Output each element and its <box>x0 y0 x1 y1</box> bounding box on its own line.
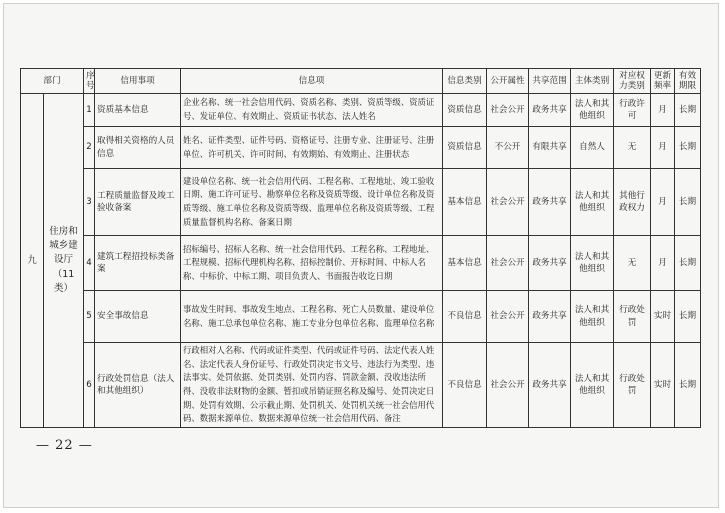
table-row <box>21 291 701 343</box>
row-item: 取得相关资格的人员信息 <box>95 127 181 169</box>
table-row <box>21 236 701 291</box>
row-category: 不良信息 <box>443 291 487 343</box>
header-category: 信息类别 <box>443 69 487 94</box>
row-freq: 月 <box>651 236 675 291</box>
table-row <box>21 94 701 127</box>
row-share: 政务共享 <box>529 169 571 236</box>
row-power: 行政处罚 <box>614 291 651 343</box>
header-seq: 序号 <box>84 69 95 94</box>
row-valid: 长期 <box>675 343 701 428</box>
row-public: 社会公开 <box>487 236 529 291</box>
row-public: 社会公开 <box>487 291 529 343</box>
row-subject: 法人和其他组织 <box>571 169 614 236</box>
row-info: 事故发生时间、事故发生地点、工程名称、死亡人员数量、建设单位名称、施工总承包单位名称、施工专业分包单位名称、监理单位名称 <box>181 291 443 343</box>
row-seq: 3 <box>84 169 95 236</box>
row-public: 社会公开 <box>487 343 529 428</box>
row-seq: 5 <box>84 291 95 343</box>
header-info: 信息项 <box>181 69 443 94</box>
header-item: 信用事项 <box>95 69 181 94</box>
row-info: 招标编号、招标人名称、统一社会信用代码、工程名称、工程地址、工程规模、招标代理机构名称、招标控制价、开标时间、中标人名称、中标价、中标工期、项目负责人、书面报告收讫日期 <box>181 236 443 291</box>
header-valid: 有效期限 <box>675 69 701 94</box>
row-freq: 月 <box>651 94 675 127</box>
row-freq: 月 <box>651 169 675 236</box>
row-item: 建筑工程招投标类备案 <box>95 236 181 291</box>
row-valid: 长期 <box>675 94 701 127</box>
row-info: 企业名称、统一社会信用代码、资质名称、类别、资质等级、资质证号、发证单位、有效期止、资质证书状态、法人姓名 <box>181 94 443 127</box>
row-item: 工程质量监督及竣工验收备案 <box>95 169 181 236</box>
row-share: 政务共享 <box>529 343 571 428</box>
section-number: 九 <box>21 94 44 428</box>
credit-catalog-table <box>20 68 701 428</box>
row-item: 行政处罚信息（法人和其他组织） <box>95 343 181 428</box>
row-category: 资质信息 <box>443 127 487 169</box>
row-public: 社会公开 <box>487 94 529 127</box>
row-category: 基本信息 <box>443 236 487 291</box>
row-seq: 1 <box>84 94 95 127</box>
row-category: 不良信息 <box>443 343 487 428</box>
row-subject: 法人和其他组织 <box>571 291 614 343</box>
row-share: 政务共享 <box>529 236 571 291</box>
row-subject: 自然人 <box>571 127 614 169</box>
row-share: 有限共享 <box>529 127 571 169</box>
table-row <box>21 169 701 236</box>
page-number: — 22 — <box>36 438 93 453</box>
row-item: 安全事故信息 <box>95 291 181 343</box>
row-info: 行政相对人名称、代码或证件类型、代码或证件号码、法定代表人姓名、法定代表人身份证号、行政处罚决定书文号、违法行为类型、违法事实、处罚依据、处罚类别、处罚内容、罚款金额、没收违法所得、没收非法财物的金额、暂扣或吊销证照名称及编号、处罚决定日期、处罚有效期、公示截止期、处罚机关、处罚机关统一社会信用代码、数据来源单位、数据来源单位统一社会信用代码、备注 <box>181 343 443 428</box>
row-info: 建设单位名称、统一社会信用代码、工程名称、工程地址、竣工验收日期、施工许可证号、勘察单位名称及资质等级、设计单位名称及资质等级、施工单位名称及资质等级、监理单位名称及资质等级、工程质量监督机构名称、备案日期 <box>181 169 443 236</box>
table-row <box>21 127 701 169</box>
row-power: 行政处罚 <box>614 343 651 428</box>
row-valid: 长期 <box>675 127 701 169</box>
row-seq: 2 <box>84 127 95 169</box>
table-header-row <box>21 69 701 94</box>
row-power: 无 <box>614 127 651 169</box>
header-share: 共享范围 <box>529 69 571 94</box>
row-seq: 4 <box>84 236 95 291</box>
table-row <box>21 343 701 428</box>
row-subject: 法人和其他组织 <box>571 94 614 127</box>
department-name: 住房和城乡建设厅（11类） <box>44 94 84 428</box>
row-power: 其他行政权力 <box>614 169 651 236</box>
row-seq: 6 <box>84 343 95 428</box>
row-valid: 长期 <box>675 169 701 236</box>
row-power: 行政许可 <box>614 94 651 127</box>
header-freq: 更新频率 <box>651 69 675 94</box>
row-category: 基本信息 <box>443 169 487 236</box>
row-share: 政务共享 <box>529 291 571 343</box>
row-subject: 法人和其他组织 <box>571 236 614 291</box>
row-freq: 实时 <box>651 291 675 343</box>
row-power: 无 <box>614 236 651 291</box>
row-info: 姓名、证件类型、证件号码、资格证号、注册专业、注册证号、注册单位、许可机关、许可时间、有效期始、有效期止、注册状态 <box>181 127 443 169</box>
table-bottom-rule <box>20 427 700 428</box>
row-share: 政务共享 <box>529 94 571 127</box>
row-freq: 月 <box>651 127 675 169</box>
row-public: 不公开 <box>487 127 529 169</box>
row-item: 资质基本信息 <box>95 94 181 127</box>
row-valid: 长期 <box>675 236 701 291</box>
row-valid: 长期 <box>675 291 701 343</box>
row-category: 资质信息 <box>443 94 487 127</box>
header-public: 公开属性 <box>487 69 529 94</box>
header-subject: 主体类别 <box>571 69 614 94</box>
header-power: 对应权力类别 <box>614 69 651 94</box>
header-dept: 部门 <box>21 69 84 94</box>
row-subject: 法人和其他组织 <box>571 343 614 428</box>
row-public: 社会公开 <box>487 169 529 236</box>
row-freq: 实时 <box>651 343 675 428</box>
